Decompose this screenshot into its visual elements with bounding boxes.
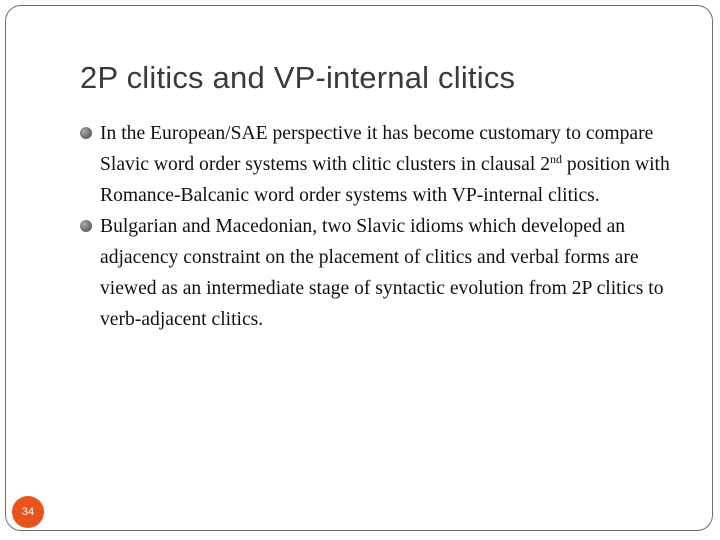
slide-title: 2P clitics and VP-internal clitics: [80, 60, 516, 95]
bullet-dot-icon: [80, 127, 92, 139]
bullet-item: [80, 118, 686, 211]
bullet-item: [80, 211, 686, 335]
bullet-dot-icon: [80, 220, 92, 232]
superscript: nd: [550, 152, 563, 166]
bullet-list: [80, 118, 686, 335]
bullet-text: Bulgarian and Macedonian, two Slavic idioms which developed an adjacency constraint on the placement of clitics and verbal forms are viewed as an intermediate stage of syntactic evolution from 2P clitics to verb-adjacent clitics.: [100, 216, 664, 330]
bullet-text: position with Romance-Balcanic word order systems with VP-internal clitics.: [100, 154, 670, 206]
bullet-text: In the European/SAE perspective it has become customary to compare Slavic word order systems with clitic clusters in clausal 2: [100, 123, 654, 175]
page-number-badge: 34: [12, 496, 44, 528]
